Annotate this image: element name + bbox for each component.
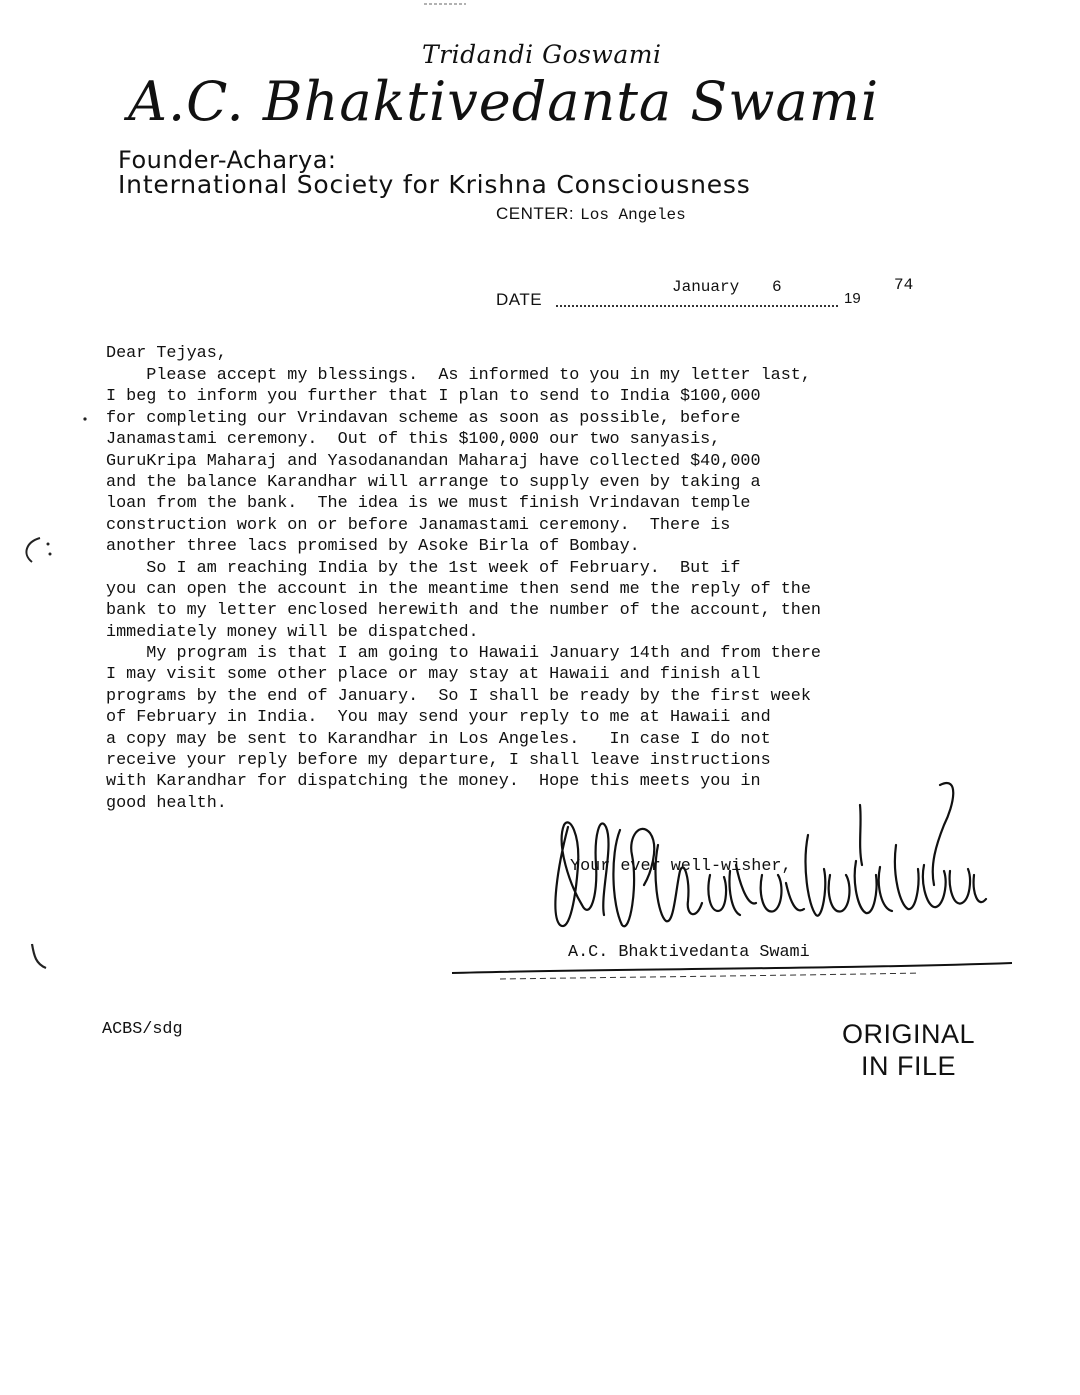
letter-line: programs by the end of January. So I shall be ready by the first week [106,686,811,706]
letter-line: a copy may be sent to Karandhar in Los Angeles. In case I do not [106,729,771,749]
letter-line: of February in India. You may send your reply to me at Hawaii and [106,708,771,728]
letter-line: for completing our Vrindavan scheme as soon as possible, before [106,408,741,428]
letterhead-organization: International Society for Krishna Consciousness [118,170,751,199]
initials: ACBS/sdg [102,1020,183,1039]
date-century: 19 [844,290,861,307]
original-in-file-stamp [842,1018,975,1082]
center-label: CENTER: [496,204,575,223]
letter-line: good health. [106,793,227,813]
date-line [496,278,926,308]
date-month: January [672,278,740,296]
letter-line: GuruKripa Maharaj and Yasodanandan Maharaj have collected $40,000 [106,451,761,471]
letter-line: receive your reply before my departure, I shall leave instructions [106,751,771,771]
margin-tick-icon [26,938,56,978]
letter-line: you can open the account in the meantime then send me the reply of the [106,579,811,599]
letter-line: bank to my letter enclosed herewith and the number of the account, then [106,601,821,621]
letterhead-subtitle: Tridandi Goswami [422,40,662,69]
date-label: DATE [496,290,543,309]
letter-line: another three lacs promised by Asoke Birla of Bombay. [106,537,640,557]
hole-punch-mark-icon [16,530,56,570]
signature-name: A.C. Bhaktivedanta Swami [568,943,810,962]
date-year: 74 [894,276,914,294]
date-dotted-rule [556,305,838,307]
letter-line: My program is that I am going to Hawaii January 14th and from there [106,644,821,664]
letter-line: and the balance Karandhar will arrange to supply even by taking a [106,472,761,492]
letter-line: construction work on or before Janamastami ceremony. There is [106,515,731,535]
letter-line: loan from the bank. The idea is we must finish Vrindavan temple [106,494,751,514]
letter-line: immediately money will be dispatched. [106,622,479,642]
letter-line: I beg to inform you further that I plan to send to India $100,000 [106,387,761,407]
letterhead-name: A.C. Bhaktivedanta Swami [128,70,880,133]
stamp-line-1: ORIGINAL [842,1019,976,1049]
margin-dot-icon [80,414,90,424]
letter-line: I may visit some other place or may stay at Hawaii and finish all [106,665,761,685]
letter-line: So I am reaching India by the 1st week of February. But if [106,558,741,578]
letter-line: Please accept my blessings. As informed to you in my letter last, [106,366,811,385]
signature-rule [440,955,1020,985]
signature-icon [540,775,1000,945]
center-value: Los Angeles [580,206,686,224]
salutation: Dear Tejyas, [106,344,227,363]
closing: Your ever well-wisher, [570,857,792,876]
letter-body [106,365,821,814]
center-line [496,204,686,224]
date-day: 6 [772,278,782,296]
top-edge-mark-icon [420,0,470,8]
letter-line: Janamastami ceremony. Out of this $100,000 our two sanyasis, [106,430,721,450]
letterhead-role: Founder-Acharya: [118,146,337,174]
letter-line: with Karandhar for dispatching the money. Hope this meets you in [106,772,761,792]
stamp-line-2: IN FILE [861,1051,957,1081]
